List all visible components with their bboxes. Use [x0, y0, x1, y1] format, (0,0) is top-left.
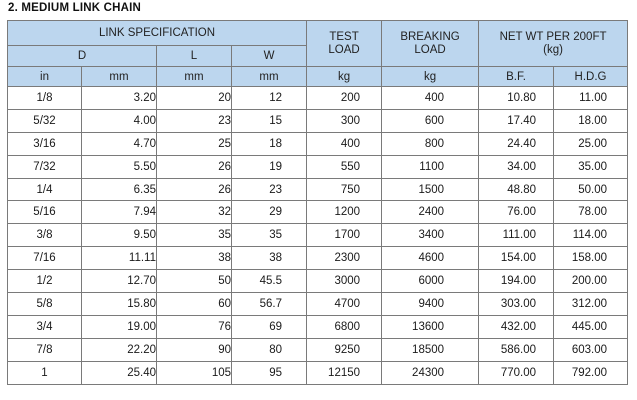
header-net-weight: [479, 21, 628, 67]
cell-w-mm: 56.7: [232, 293, 307, 316]
cell-d-mm: 12.70: [82, 270, 157, 293]
cell-in: 5/16: [8, 201, 82, 224]
table-row: [8, 315, 628, 338]
cell-breaking-load: 24300: [382, 361, 479, 384]
unit-in: in: [8, 67, 82, 87]
cell-breaking-load: 13600: [382, 315, 479, 338]
cell-l-mm: 26: [157, 155, 232, 178]
cell-in: 3/8: [8, 224, 82, 247]
cell-l-mm: 60: [157, 293, 232, 316]
cell-bf: 586.00: [479, 338, 554, 361]
cell-in: 3/16: [8, 132, 82, 155]
cell-test-load: 400: [307, 132, 382, 155]
cell-bf: 194.00: [479, 270, 554, 293]
cell-d-mm: 4.70: [82, 132, 157, 155]
cell-bf: 76.00: [479, 201, 554, 224]
cell-breaking-load: 3400: [382, 224, 479, 247]
cell-in: 5/32: [8, 109, 82, 132]
cell-bf: 10.80: [479, 87, 554, 110]
cell-test-load: 1700: [307, 224, 382, 247]
cell-w-mm: 18: [232, 132, 307, 155]
cell-hdg: 792.00: [554, 361, 628, 384]
cell-test-load: 2300: [307, 247, 382, 270]
cell-d-mm: 25.40: [82, 361, 157, 384]
cell-d-mm: 4.00: [82, 109, 157, 132]
cell-hdg: 603.00: [554, 338, 628, 361]
table-row: [8, 201, 628, 224]
cell-l-mm: 50: [157, 270, 232, 293]
cell-d-mm: 22.20: [82, 338, 157, 361]
cell-w-mm: 35: [232, 224, 307, 247]
unit-test-kg: kg: [307, 67, 382, 87]
cell-test-load: 9250: [307, 338, 382, 361]
cell-breaking-load: 4600: [382, 247, 479, 270]
cell-l-mm: 25: [157, 132, 232, 155]
cell-hdg: 78.00: [554, 201, 628, 224]
cell-in: 7/8: [8, 338, 82, 361]
cell-test-load: 750: [307, 178, 382, 201]
medium-link-chain-table: [7, 20, 628, 385]
cell-w-mm: 95: [232, 361, 307, 384]
cell-w-mm: 29: [232, 201, 307, 224]
unit-bf: B.F.: [479, 67, 554, 87]
cell-in: 7/32: [8, 155, 82, 178]
cell-l-mm: 26: [157, 178, 232, 201]
header-row-units: [8, 67, 628, 87]
table-row: [8, 270, 628, 293]
cell-l-mm: 32: [157, 201, 232, 224]
unit-hdg: H.D.G: [554, 67, 628, 87]
cell-hdg: 11.00: [554, 87, 628, 110]
cell-breaking-load: 400: [382, 87, 479, 110]
table-row: [8, 155, 628, 178]
cell-d-mm: 7.94: [82, 201, 157, 224]
unit-breaking-kg: kg: [382, 67, 479, 87]
cell-in: 1/4: [8, 178, 82, 201]
cell-l-mm: 23: [157, 109, 232, 132]
cell-bf: 34.00: [479, 155, 554, 178]
cell-d-mm: 9.50: [82, 224, 157, 247]
cell-hdg: 312.00: [554, 293, 628, 316]
cell-w-mm: 69: [232, 315, 307, 338]
cell-bf: 770.00: [479, 361, 554, 384]
cell-hdg: 445.00: [554, 315, 628, 338]
header-net-weight-label: NET WT PER 200FT (kg): [499, 30, 607, 56]
header-row-1: [8, 21, 628, 46]
cell-in: 3/4: [8, 315, 82, 338]
table-row: [8, 338, 628, 361]
cell-l-mm: 76: [157, 315, 232, 338]
cell-in: 1/2: [8, 270, 82, 293]
table-row: [8, 224, 628, 247]
table-row: [8, 109, 628, 132]
cell-in: 5/8: [8, 293, 82, 316]
cell-test-load: 300: [307, 109, 382, 132]
cell-l-mm: 35: [157, 224, 232, 247]
cell-hdg: 200.00: [554, 270, 628, 293]
cell-test-load: 12150: [307, 361, 382, 384]
cell-d-mm: 6.35: [82, 178, 157, 201]
page-title: 2. MEDIUM LINK CHAIN: [8, 2, 142, 14]
cell-in: 1: [8, 361, 82, 384]
table-row: [8, 293, 628, 316]
table-body: [8, 87, 628, 385]
cell-hdg: 25.00: [554, 132, 628, 155]
cell-breaking-load: 18500: [382, 338, 479, 361]
cell-hdg: 18.00: [554, 109, 628, 132]
cell-breaking-load: 6000: [382, 270, 479, 293]
cell-bf: 48.80: [479, 178, 554, 201]
cell-bf: 432.00: [479, 315, 554, 338]
cell-l-mm: 105: [157, 361, 232, 384]
header-test-load: [307, 21, 382, 67]
cell-test-load: 550: [307, 155, 382, 178]
header-d: D: [8, 46, 157, 67]
cell-breaking-load: 9400: [382, 293, 479, 316]
cell-w-mm: 80: [232, 338, 307, 361]
cell-d-mm: 3.20: [82, 87, 157, 110]
cell-breaking-load: 1500: [382, 178, 479, 201]
cell-breaking-load: 600: [382, 109, 479, 132]
unit-w-mm: mm: [232, 67, 307, 87]
header-l: L: [157, 46, 232, 67]
cell-d-mm: 15.80: [82, 293, 157, 316]
cell-in: 7/16: [8, 247, 82, 270]
cell-d-mm: 19.00: [82, 315, 157, 338]
cell-w-mm: 12: [232, 87, 307, 110]
cell-hdg: 35.00: [554, 155, 628, 178]
cell-l-mm: 38: [157, 247, 232, 270]
cell-w-mm: 19: [232, 155, 307, 178]
cell-breaking-load: 800: [382, 132, 479, 155]
cell-breaking-load: 1100: [382, 155, 479, 178]
cell-hdg: 158.00: [554, 247, 628, 270]
cell-bf: 154.00: [479, 247, 554, 270]
table-row: [8, 87, 628, 110]
cell-bf: 24.40: [479, 132, 554, 155]
cell-l-mm: 20: [157, 87, 232, 110]
cell-test-load: 4700: [307, 293, 382, 316]
cell-bf: 111.00: [479, 224, 554, 247]
cell-in: 1/8: [8, 87, 82, 110]
cell-w-mm: 38: [232, 247, 307, 270]
unit-d-mm: mm: [82, 67, 157, 87]
table-row: [8, 178, 628, 201]
cell-d-mm: 11.11: [82, 247, 157, 270]
cell-l-mm: 90: [157, 338, 232, 361]
cell-hdg: 50.00: [554, 178, 628, 201]
cell-w-mm: 45.5: [232, 270, 307, 293]
table-row: [8, 132, 628, 155]
header-link-specification: LINK SPECIFICATION: [8, 21, 307, 46]
cell-w-mm: 15: [232, 109, 307, 132]
cell-test-load: 1200: [307, 201, 382, 224]
cell-bf: 303.00: [479, 293, 554, 316]
cell-bf: 17.40: [479, 109, 554, 132]
cell-test-load: 200: [307, 87, 382, 110]
cell-w-mm: 23: [232, 178, 307, 201]
cell-hdg: 114.00: [554, 224, 628, 247]
cell-d-mm: 5.50: [82, 155, 157, 178]
header-breaking-load: [382, 21, 479, 67]
cell-test-load: 3000: [307, 270, 382, 293]
header-test-load-label: TEST LOAD: [328, 30, 360, 56]
cell-breaking-load: 2400: [382, 201, 479, 224]
table-row: [8, 247, 628, 270]
header-breaking-load-label: BREAKING LOAD: [400, 30, 460, 56]
unit-l-mm: mm: [157, 67, 232, 87]
table-row: [8, 361, 628, 384]
cell-test-load: 6800: [307, 315, 382, 338]
header-w: W: [232, 46, 307, 67]
